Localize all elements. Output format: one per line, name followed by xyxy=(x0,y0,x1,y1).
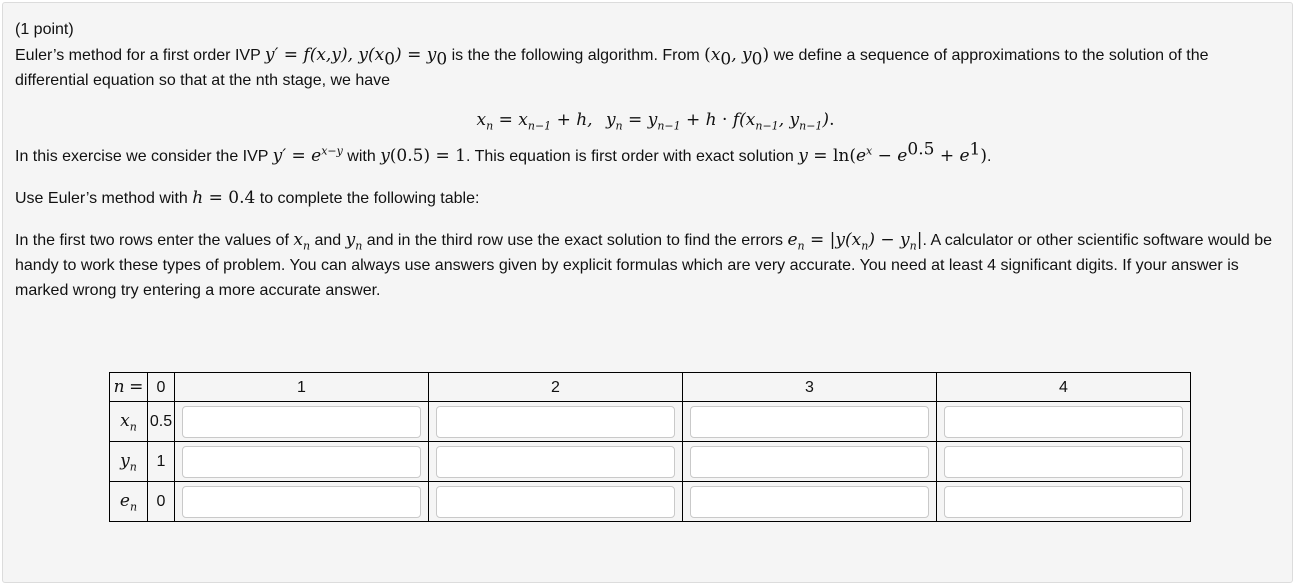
initial-condition-formula: y(0.5) = 1 xyxy=(380,146,466,166)
y1-input[interactable] xyxy=(182,446,421,478)
en-initial-value: 0 xyxy=(148,482,175,522)
e3-input[interactable] xyxy=(690,486,929,518)
x3-input[interactable] xyxy=(690,406,929,438)
table-row-yn xyxy=(110,442,1191,482)
points-label: (1 point) xyxy=(15,21,74,38)
row-label-yn: $y_n$ xyxy=(110,442,148,482)
exact-solution-formula: $y = \ln(e^x - e^{0.5} + e^1)$ xyxy=(798,139,988,166)
row-label-en: $e_n$ xyxy=(110,482,148,522)
intro-paragraph: Euler’s method for a first order IVP y′ = f(x,y), $y(x_0) = y_0$ is the the following algorithm. From ($x_0$, $y_0$) we define a sequence of approximations to the solution of the differential equation so that at the nth stage, we have xyxy=(15,45,1209,89)
row-label-xn: $x_n$ xyxy=(110,402,148,442)
xn-symbol: $x_n$ xyxy=(293,230,311,253)
problem-container xyxy=(2,2,1293,583)
e2-input[interactable] xyxy=(436,486,675,518)
header-cell-1: 1 xyxy=(175,373,429,402)
x1-input[interactable] xyxy=(182,406,421,438)
header-cell-3: 3 xyxy=(683,373,937,402)
header-n-cell: n = xyxy=(110,373,148,402)
euler-formula: $x_n = x_{n-1} + h$, $y_n = y_{n-1} + h \cdot f(x_{n-1}$, $y_{n-1}$). xyxy=(476,110,835,133)
yn-symbol: $y_n$ xyxy=(345,230,363,253)
table-row-xn xyxy=(110,402,1191,442)
error-formula: $e_n = |y(x_n) - y_n|$ xyxy=(787,230,923,253)
y4-input[interactable] xyxy=(944,446,1183,478)
initial-point-formula: ($x_0$, $y_0$) xyxy=(704,45,770,70)
x2-input[interactable] xyxy=(436,406,675,438)
header-cell-0: 0 xyxy=(148,373,175,402)
ode-formula: $y' = e^{x-y}$ xyxy=(272,144,343,166)
e1-input[interactable] xyxy=(182,486,421,518)
table-row-en xyxy=(110,482,1191,522)
y3-input[interactable] xyxy=(690,446,929,478)
instructions-paragraph: In the first two rows enter the values of $x_n$ and $y_n$ and in the third row use the exact solution to find the errors $e_n = |y(x_n) - y_n|$. A calculator or other scientific software would be handy to work these types of problem. You can always use answers given by explicit formulas which are very accurate. You need at least 4 significant digits. If your answer is marked wrong try entering a more accurate answer. xyxy=(15,230,1272,299)
header-cell-2: 2 xyxy=(429,373,683,402)
xn-initial-value: 0.5 xyxy=(148,402,175,442)
y2-input[interactable] xyxy=(436,446,675,478)
euler-table xyxy=(109,372,1191,522)
table-header-row xyxy=(110,373,1191,402)
step-size-formula: h = 0.4 xyxy=(192,188,256,208)
e4-input[interactable] xyxy=(944,486,1183,518)
header-cell-4: 4 xyxy=(937,373,1191,402)
exercise-paragraph: In this exercise we consider the IVP $y' = e^{x-y}$ with y(0.5) = 1. This equation is first order with exact solution $y = \ln(e^x - e^{0.5} + e^1)$. xyxy=(15,139,992,166)
step-size-paragraph: Use Euler’s method with h = 0.4 to complete the following table: xyxy=(15,188,480,208)
x4-input[interactable] xyxy=(944,406,1183,438)
ivp-formula: y′ = f(x,y), $y(x_0) = y_0$ xyxy=(264,45,448,70)
yn-initial-value: 1 xyxy=(148,442,175,482)
